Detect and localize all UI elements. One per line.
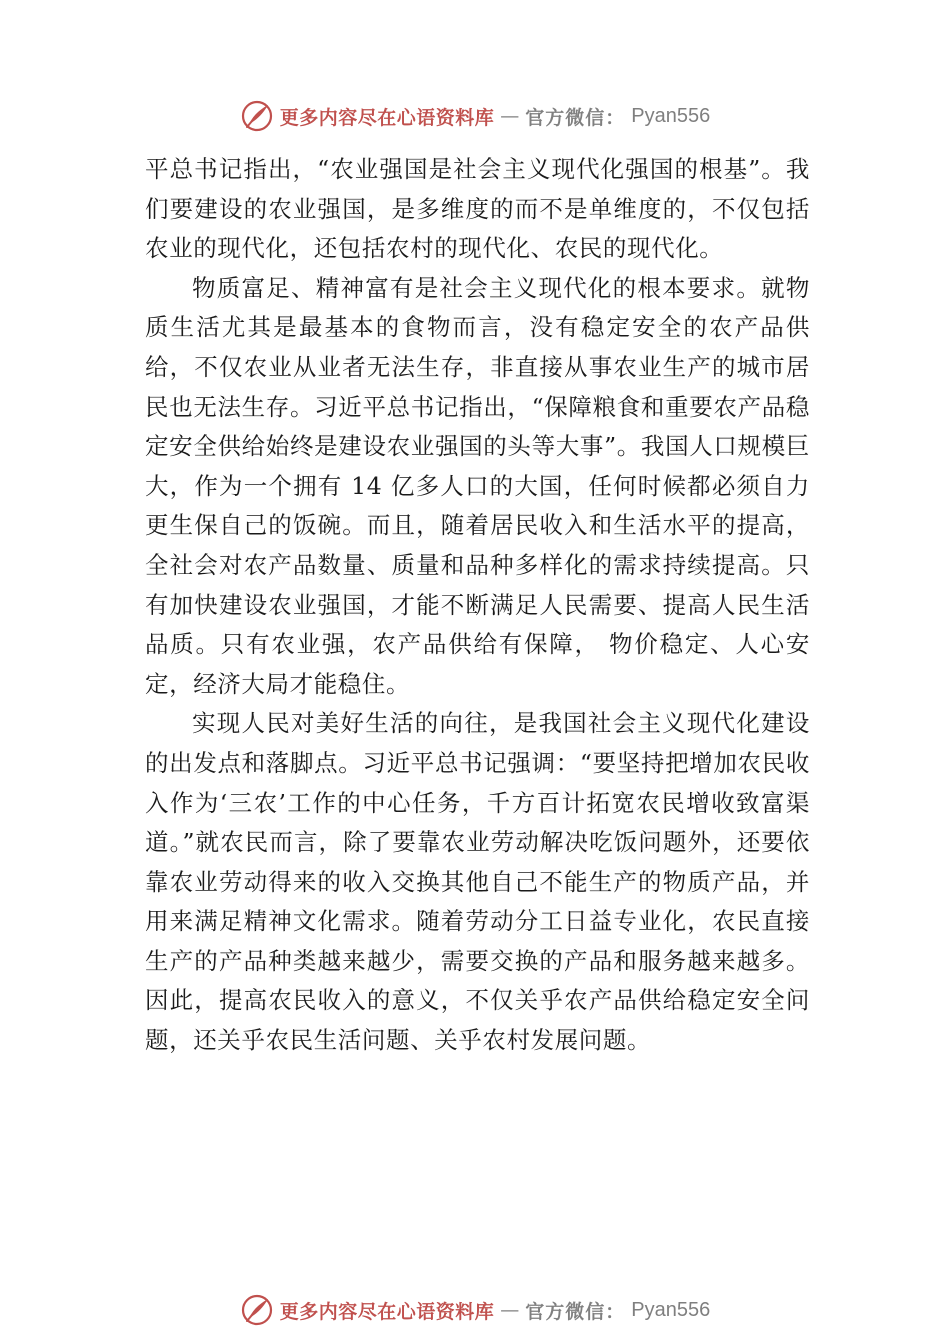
header-watermark	[0, 96, 950, 136]
watermark-separator: —	[500, 105, 520, 127]
paragraph-2: 物质富足、精神富有是社会主义现代化的根本要求。就物质生活尤其是最基本的食物而言，没有稳定安全的农产品供给，不仅农业从业者无法生存，非直接从事农业生产的城市居民也无法生存。习近平总书记指出，“保障粮食和重要农产品稳定安全供给始终是建设农业强国的头等大事”。我国人口规模巨大，作为一个拥有 14 亿多人口的大国，任何时候都必须自力更生保自己的饭碗。而且，随着居民收入和生活水平的提高，全社会对农产品数量、质量和品种多样化的需求持续提高。只有加快建设农业强国，才能不断满足人民需要、提高人民生活品质。只有农业强，农产品供给有保障， 物价稳定、人心安定，经济大局才能稳住。	[145, 273, 810, 698]
quill-logo-icon	[240, 99, 274, 133]
watermark-id: Pyan556	[631, 104, 711, 127]
watermark-brand: 更多内容尽在心语资料库	[279, 1300, 495, 1323]
watermark-label: 官方微信：	[525, 1300, 626, 1323]
quill-logo-icon	[240, 1293, 274, 1327]
watermark-separator: —	[500, 1299, 520, 1321]
watermark-label: 官方微信：	[525, 106, 626, 129]
paragraph-1: 平总书记指出，“农业强国是社会主义现代化强国的根基”。我们要建设的农业强国，是多维度的而不是单维度的，不仅包括农业的现代化，还包括农村的现代化、农民的现代化。	[145, 155, 810, 263]
document-body	[145, 150, 810, 1061]
paragraph-3: 实现人民对美好生活的向往，是我国社会主义现代化建设的出发点和落脚点。习近平总书记强调：“要坚持把增加农民收入作为‘三农’工作的中心任务，千方百计拓宽农民增收致富渠道。”就农民而言，除了要靠农业劳动解决吃饭问题外，还要依靠农业劳动得来的收入交换其他自己不能生产的物质产品，并用来满足精神文化需求。随着劳动分工日益专业化，农民直接生产的产品种类越来越少，需要交换的产品和服务越来越多。因此，提高农民收入的意义，不仅关乎农产品供给稳定安全问题，还关乎农民生活问题、关乎农村发展问题。	[145, 709, 810, 1055]
watermark-id: Pyan556	[631, 1298, 711, 1321]
footer-watermark	[0, 1290, 950, 1330]
watermark-brand: 更多内容尽在心语资料库	[279, 106, 495, 129]
